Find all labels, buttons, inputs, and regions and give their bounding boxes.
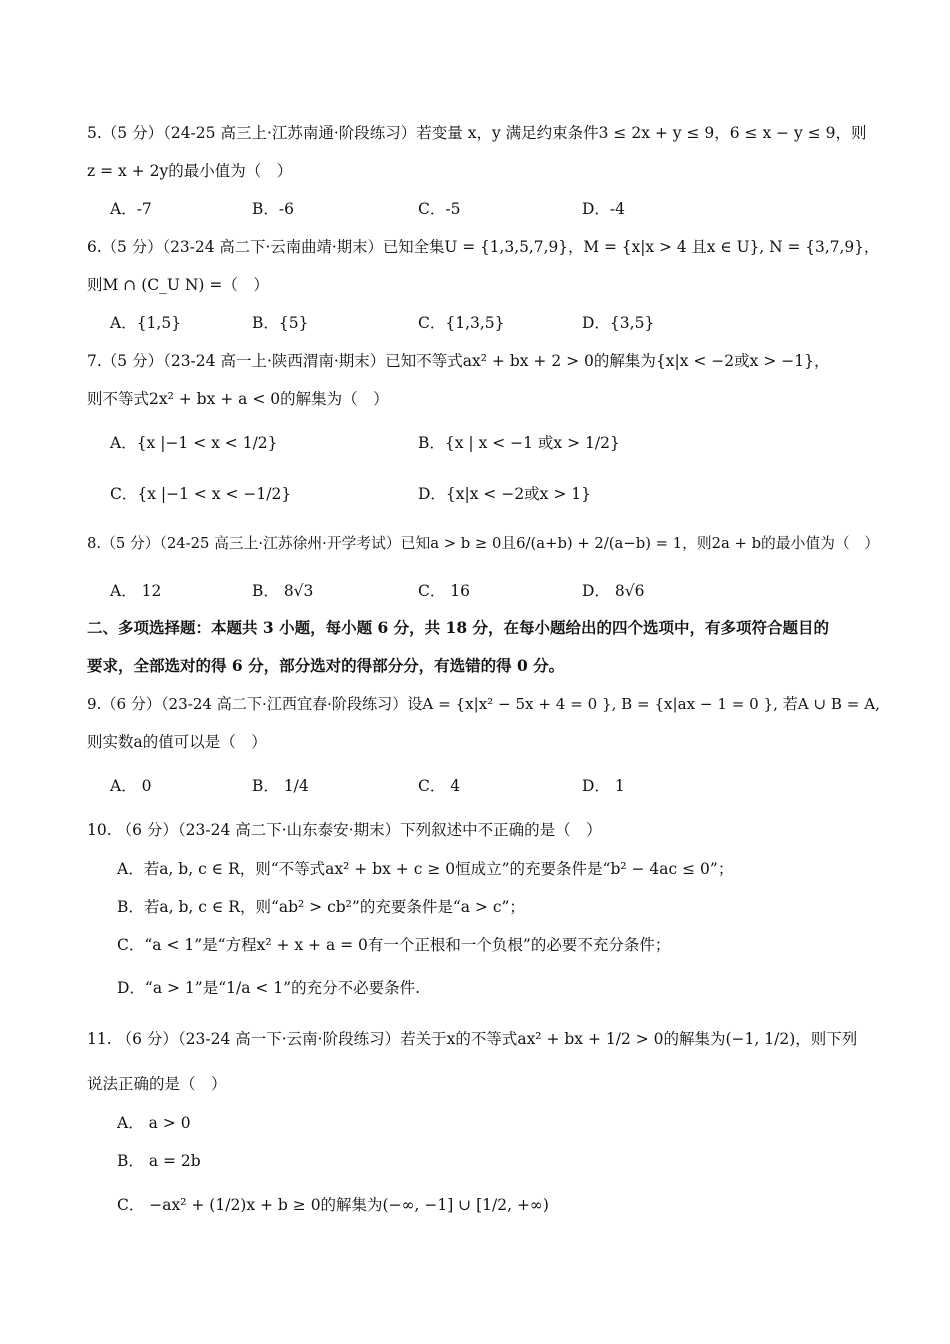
q10-option-b: B．若a, b, c ∈ R，则“ab² > cb²”的充要条件是“a > c”； (117, 898, 525, 916)
q9-line1: 9.（6 分）（23-24 高二下·江西宜春·阶段练习）设A = {x|x² − 5x + 4 = 0 }, B = {x|ax − 1 = 0 }, 若A ∪ B = A, (87, 695, 880, 713)
q9-line2: 则实数a的值可以是（ ） (87, 733, 267, 751)
q7-option-a: A．{x |−1 < x < 1/2} (110, 434, 278, 452)
q10-option-c: C．“a < 1”是“方程x² + x + a = 0有一个正根和一个负根”的必要不充分条件； (117, 936, 671, 954)
q7-option-d: D．{x|x < −2或x > 1} (418, 485, 591, 503)
section2-heading-line1: 二、多项选择题：本题共 3 小题，每小题 6 分，共 18 分，在每小题给出的四个选项中，有多项符合题目的 (87, 618, 830, 637)
q11-option-a: A． a > 0 (117, 1114, 191, 1132)
q9-option-c: C． 4 (418, 777, 461, 795)
q5-option-b: B．-6 (252, 200, 294, 218)
q7-option-c: C．{x |−1 < x < −1/2} (110, 485, 292, 503)
q6-option-d: D．{3,5} (582, 314, 655, 332)
q6-option-a: A．{1,5} (110, 314, 182, 332)
q9-option-d: D． 1 (582, 777, 625, 795)
section2-heading-line2: 要求，全部选对的得 6 分，部分选对的得部分分，有选错的得 0 分。 (87, 656, 565, 675)
q9-option-a: A． 0 (110, 777, 152, 795)
q9-option-b: B． 1/4 (252, 777, 309, 795)
q8-option-b: B． 8√3 (252, 582, 314, 600)
q6-line2: 则M ∩ (C_U N) =（ ） (87, 276, 269, 294)
q8-option-d: D． 8√6 (582, 582, 645, 600)
q6-option-b: B．{5} (252, 314, 309, 332)
q5-option-c: C．-5 (418, 200, 461, 218)
q6-line1: 6.（5 分）（23-24 高二下·云南曲靖·期末）已知全集U = {1,3,5,7,9}，M = {x|x > 4 且x ∈ U}, N = {3,7,9}， (87, 238, 880, 256)
q8-option-a: A． 12 (110, 582, 162, 600)
q10-option-a: A．若a, b, c ∈ R，则“不等式ax² + bx + c ≥ 0恒成立”的充要条件是“b² − 4ac ≤ 0”； (117, 860, 734, 878)
q11-option-c: C． −ax² + (1/2)x + b ≥ 0的解集为(−∞, −1] ∪ [1/2, +∞) (117, 1196, 549, 1214)
q8-option-c: C． 16 (418, 582, 471, 600)
q11-option-b: B． a = 2b (117, 1152, 201, 1170)
q7-line1: 7.（5 分）（23-24 高一上·陕西渭南·期末）已知不等式ax² + bx + 2 > 0的解集为{x|x < −2或x > −1}， (87, 352, 830, 370)
q7-option-b: B．{x | x < −1 或x > 1/2} (418, 434, 620, 452)
q6-option-c: C．{1,3,5} (418, 314, 505, 332)
q11-line1: 11. （6 分）（23-24 高一下·云南·阶段练习）若关于x的不等式ax² + bx + 1/2 > 0的解集为(−1, 1/2)，则下列 (87, 1030, 858, 1048)
q5-option-d: D．-4 (582, 200, 626, 218)
q11-line2: 说法正确的是（ ） (87, 1075, 227, 1093)
q7-line2: 则不等式2x² + bx + a < 0的解集为（ ） (87, 390, 389, 408)
q10-option-d: D．“a > 1”是“1/a < 1”的充分不必要条件. (117, 979, 421, 997)
q5-line1: 5.（5 分）（24-25 高三上·江苏南通·阶段练习）若变量 x，y 满足约束条件3 ≤ 2x + y ≤ 9，6 ≤ x − y ≤ 9，则 (87, 124, 867, 142)
q5-option-a: A．-7 (110, 200, 152, 218)
q8-line1: 8.（5 分）（24-25 高三上·江苏徐州·开学考试）已知a > b ≥ 0且6/(a+b) + 2/(a−b) = 1，则2a + b的最小值为（ ） (87, 535, 880, 552)
q10-line1: 10. （6 分）（23-24 高二下·山东泰安·期末）下列叙述中不正确的是（ ） (87, 821, 602, 839)
q5-line2: z = x + 2y的最小值为（ ） (87, 162, 293, 180)
